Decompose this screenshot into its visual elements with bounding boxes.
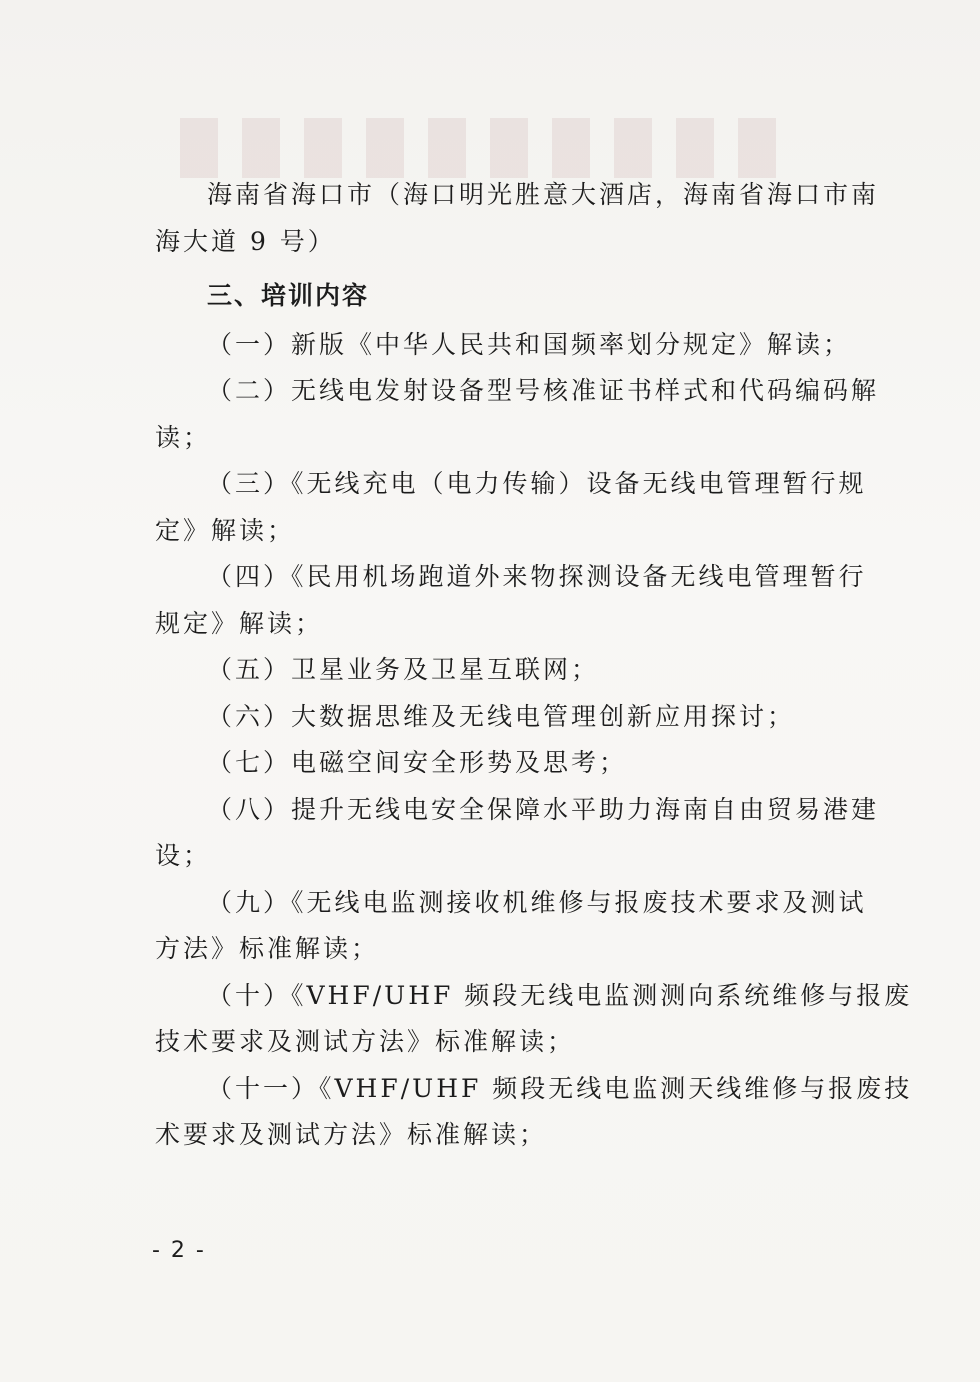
item-4-line-1: （四）《民用机场跑道外来物探测设备无线电管理暂行 <box>207 562 867 591</box>
item-9-line-1: （九）《无线电监测接收机维修与报废技术要求及测试 <box>207 887 867 917</box>
item-2-line-2: 读； <box>155 422 212 452</box>
item-9-line-2: 方法》标准解读； <box>155 934 380 963</box>
item-11-line-2: 术要求及测试方法》标准解读； <box>155 1120 548 1149</box>
address-line-2: 海大道 9 号） <box>155 226 336 256</box>
item-3-line-2: 定》解读； <box>155 515 296 545</box>
item-8-line-1: （八）提升无线电安全保障水平助力海南自由贸易港建 <box>207 794 880 824</box>
item-10-line-2: 技术要求及测试方法》标准解读； <box>155 1027 576 1056</box>
item-2-line-1: （二）无线电发射设备型号核准证书样式和代码编码解 <box>207 376 880 405</box>
item-4-line-2: 规定》解读； <box>155 608 324 638</box>
item-3-line-1: （三）《无线充电（电力传输）设备无线电管理暂行规 <box>207 469 867 498</box>
item-5-line-1: （五）卫星业务及卫星互联网； <box>207 655 600 684</box>
document-body <box>155 172 913 1159</box>
item-6-line-1: （六）大数据思维及无线电管理创新应用探讨； <box>207 701 796 731</box>
item-8-line-2: 设； <box>155 841 212 870</box>
section-heading: 三、培训内容 <box>207 281 370 310</box>
item-11-line-1: （十一）《VHF/UHF 频段无线电监测天线维修与报废技 <box>207 1073 913 1103</box>
bleed-through-shadow <box>180 118 800 178</box>
address-line-1: 海南省海口市（海口明光胜意大酒店，海南省海口市南 <box>207 180 880 209</box>
page-number: - 2 - <box>152 1238 206 1263</box>
item-7-line-1: （七）电磁空间安全形势及思考； <box>207 748 628 777</box>
item-1-line-1: （一）新版《中华人民共和国频率划分规定》解读； <box>207 329 852 359</box>
item-10-line-1: （十）《VHF/UHF 频段无线电监测测向系统维修与报废 <box>207 980 913 1010</box>
